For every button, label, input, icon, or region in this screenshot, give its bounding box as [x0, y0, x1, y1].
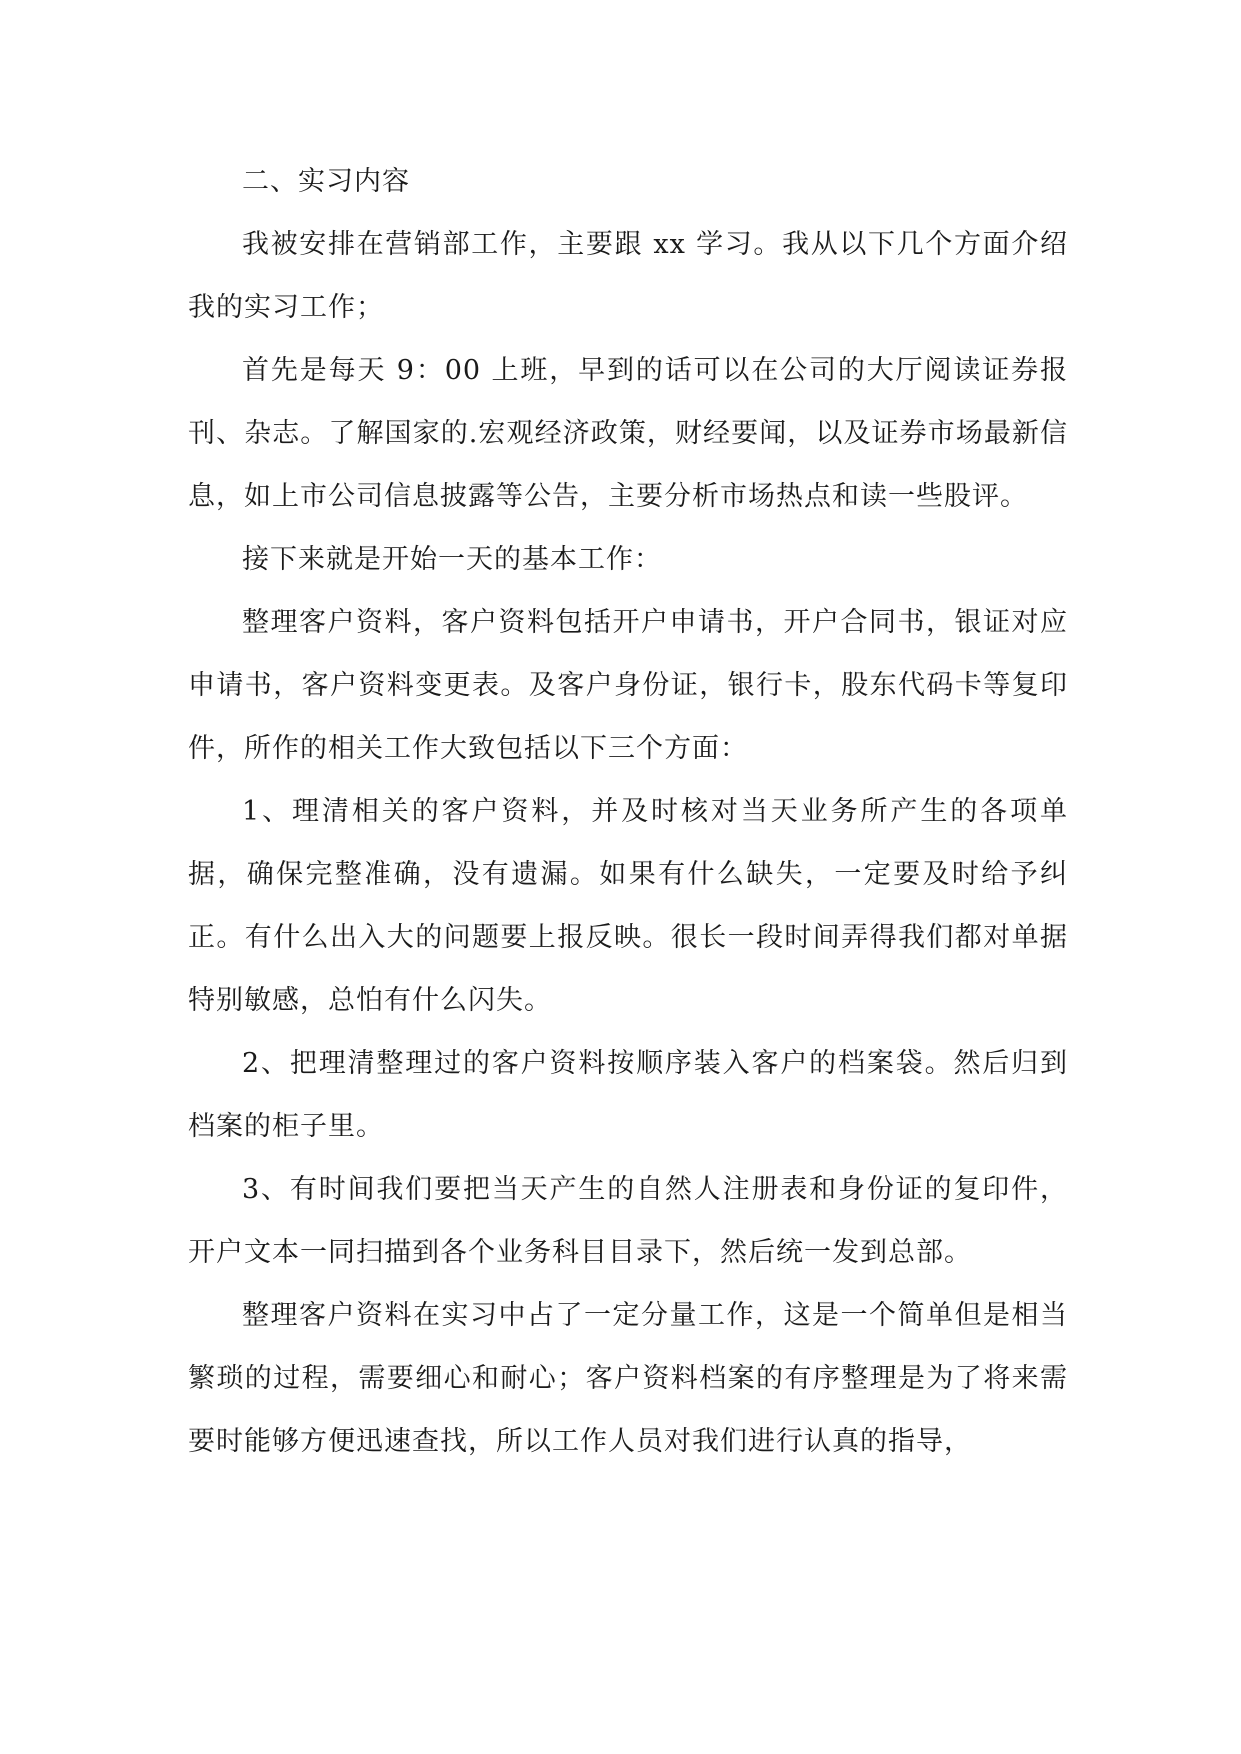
list-item-1: 1、理清相关的客户资料，并及时核对当天业务所产生的各项单据，确保完整准确，没有遗漏。如果有什么缺失，一定要及时给予纠正。有什么出入大的问题要上报反映。很长一段时间弄得我们都对单据特别敏感，总怕有什么闪失。 — [188, 796, 1068, 1016]
paragraph-summary: 整理客户资料在实习中占了一定分量工作，这是一个简单但是相当繁琐的过程，需要细心和耐心；客户资料档案的有序整理是为了将来需要时能够方便迅速查找，所以工作人员对我们进行认真的指导， — [188, 1300, 1068, 1457]
paragraph-basic-work: 接下来就是开始一天的基本工作： — [242, 544, 662, 575]
list-item-2: 2、把理清整理过的客户资料按顺序装入客户的档案袋。然后归到档案的柜子里。 — [188, 1048, 1068, 1142]
paragraph-daily-start: 首先是每天 9：00 上班，早到的话可以在公司的大厅阅读证券报刊、杂志。了解国家的.宏观经济政策，财经要闻，以及证券市场最新信息，如上市公司信息披露等公告，主要分析市场热点和读一些股评。 — [188, 355, 1068, 512]
list-item-3: 3、有时间我们要把当天产生的自然人注册表和身份证的复印件，开户文本一同扫描到各个业务科目目录下，然后统一发到总部。 — [188, 1174, 1068, 1268]
document-body — [188, 150, 1068, 1473]
paragraph-client-records: 整理客户资料，客户资料包括开户申请书，开户合同书，银证对应申请书，客户资料变更表。及客户身份证，银行卡，股东代码卡等复印件，所作的相关工作大致包括以下三个方面： — [188, 607, 1068, 764]
section-heading: 二、实习内容 — [242, 166, 410, 197]
paragraph-intro: 我被安排在营销部工作，主要跟 xx 学习。我从以下几个方面介绍我的实习工作； — [188, 229, 1068, 323]
